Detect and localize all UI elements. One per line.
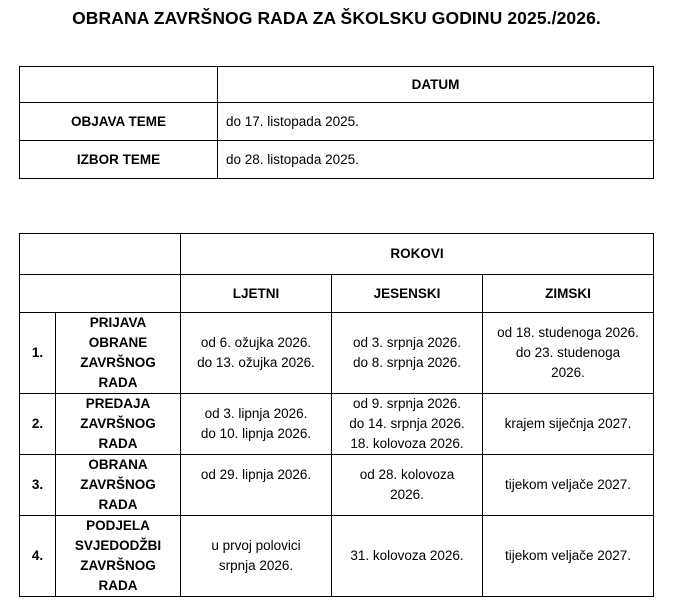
cell-line: do 10. lipnja 2026.: [200, 426, 312, 441]
cell-ljetni: [181, 516, 332, 597]
row-label-line: ZAVRŠNOG: [80, 558, 156, 573]
row-number: 3.: [20, 455, 56, 516]
cell-line: od 3. lipnja 2026.: [204, 406, 308, 421]
cell-jesenski: [332, 516, 483, 597]
row-number: 1.: [20, 313, 56, 394]
cell-jesenski: [332, 455, 483, 516]
datum-table: [19, 66, 654, 179]
table-row: [20, 313, 654, 394]
cell-ljetni: [181, 313, 332, 394]
row-label-line: SVJEDODŽBI: [74, 538, 162, 553]
row-value-izbor-teme: do 28. listopada 2025.: [218, 141, 654, 179]
row-value-objava-teme: do 17. listopada 2025.: [218, 103, 654, 141]
cell-line: srpnja 2026.: [218, 558, 294, 573]
cell-line: krajem siječnja 2027.: [504, 416, 632, 431]
rokovi-table: [19, 233, 654, 597]
cell-line: od 29. lipnja 2026.: [200, 467, 312, 482]
row-label-line: RADA: [98, 375, 138, 390]
column-header-jesenski: JESENSKI: [332, 275, 483, 313]
cell-line: tijekom veljače 2027.: [504, 548, 632, 563]
row-label-line: OBRANA: [88, 457, 148, 472]
row-label-line: PODJELA: [86, 518, 150, 533]
row-label-objava-teme: OBJAVA TEME: [20, 103, 218, 141]
cell-line: u prvoj polovici: [211, 538, 301, 553]
cell-zimski: [483, 394, 654, 455]
row-label-line: ZAVRŠNOG: [80, 477, 156, 492]
row-label: [56, 455, 181, 516]
cell-line: 2026.: [551, 365, 585, 380]
cell-zimski: [483, 455, 654, 516]
cell-line: 31. kolovoza 2026.: [350, 548, 464, 563]
cell-line: do 14. srpnja 2026.: [349, 416, 465, 431]
cell-line: od 3. srpnja 2026.: [352, 335, 462, 350]
table-row: [20, 455, 654, 516]
column-header-ljetni: LJETNI: [181, 275, 332, 313]
row-label-line: ZAVRŠNOG: [80, 416, 156, 431]
row-label-line: RADA: [98, 436, 138, 451]
cell-line: do 23. studenoga: [515, 345, 621, 360]
page-title: OBRANA ZAVRŠNOG RADA ZA ŠKOLSKU GODINU 2025./2026.: [72, 8, 601, 28]
cell-line: od 6. ožujka 2026.: [200, 335, 312, 350]
cell-jesenski: [332, 313, 483, 394]
row-label-line: OBRANE: [88, 335, 148, 350]
cell-line: do 8. srpnja 2026.: [352, 355, 462, 370]
empty-header-cell: [20, 234, 181, 275]
cell-line: do 13. ožujka 2026.: [197, 355, 315, 370]
row-label-line: RADA: [98, 497, 138, 512]
rokovi-header: ROKOVI: [181, 234, 654, 275]
row-label-line: PREDAJA: [85, 396, 151, 411]
table-row: [20, 394, 654, 455]
empty-header-cell: [20, 67, 218, 103]
cell-zimski: [483, 516, 654, 597]
column-header-zimski: ZIMSKI: [483, 275, 654, 313]
cell-line: 2026.: [390, 487, 424, 502]
row-number: 4.: [20, 516, 56, 597]
cell-line: tijekom veljače 2027.: [504, 477, 632, 492]
datum-header: DATUM: [218, 67, 654, 103]
row-label: [56, 394, 181, 455]
cell-zimski: [483, 313, 654, 394]
cell-line: 18. kolovoza 2026.: [350, 436, 464, 451]
row-label: [56, 516, 181, 597]
cell-ljetni: [181, 455, 332, 516]
row-label-izbor-teme: IZBOR TEME: [20, 141, 218, 179]
empty-subheader-cell: [20, 275, 181, 313]
row-label: [56, 313, 181, 394]
table-row: [20, 516, 654, 597]
row-label-line: PRIJAVA: [89, 315, 147, 330]
row-label-line: RADA: [98, 578, 138, 593]
row-number: 2.: [20, 394, 56, 455]
cell-line: od 9. srpnja 2026.: [352, 396, 462, 411]
row-label-line: ZAVRŠNOG: [80, 355, 156, 370]
cell-line: od 18. studenoga 2026.: [497, 325, 639, 340]
cell-jesenski: [332, 394, 483, 455]
cell-line: od 28. kolovoza: [359, 467, 455, 482]
cell-ljetni: [181, 394, 332, 455]
